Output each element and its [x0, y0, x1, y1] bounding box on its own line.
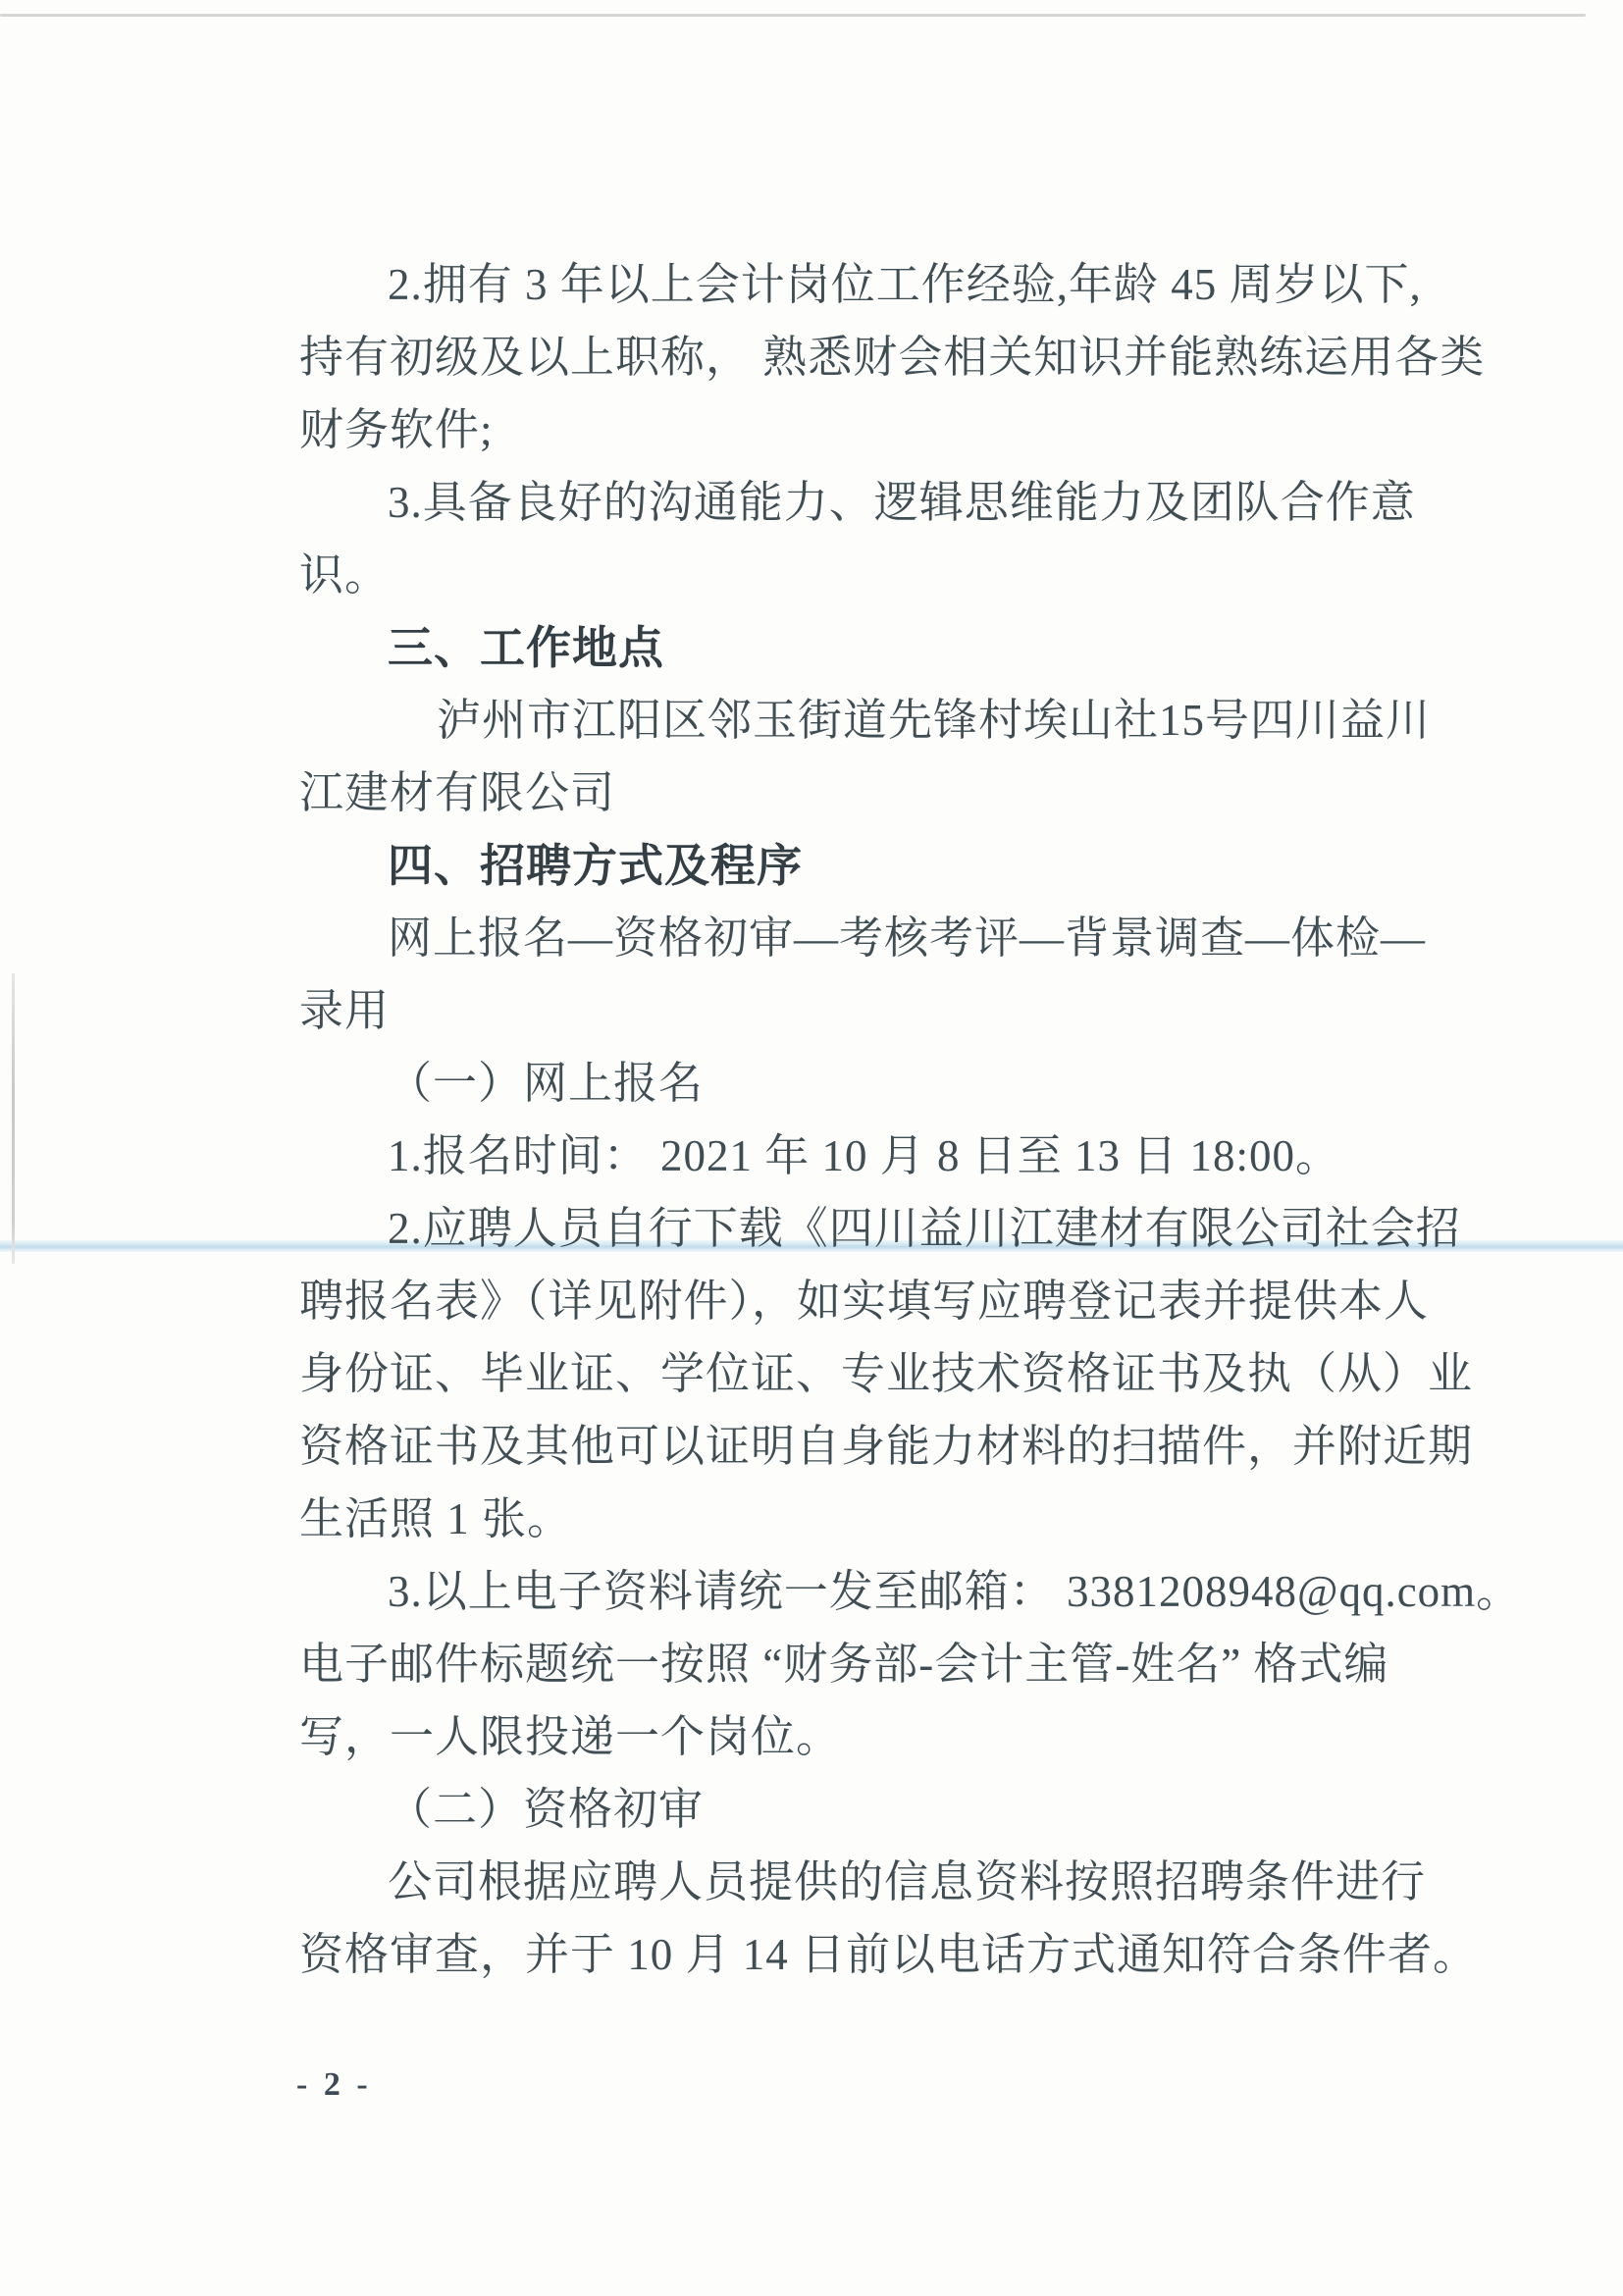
doc-line: 资格审查，并于 10 月 14 日前以电话方式通知符合条件者。: [299, 1930, 1479, 1979]
doc-line: 识。: [299, 550, 391, 600]
doc-line: 聘报名表》（详见附件），如实填写应聘登记表并提供本人: [299, 1277, 1430, 1326]
doc-line: 2.拥有 3 年以上会计岗位工作经验,年龄 45 周岁以下,: [388, 260, 1422, 309]
subsection-qualification-review: （二）资格初审: [388, 1785, 705, 1834]
page-number: - 2 -: [296, 2066, 372, 2103]
section-heading-work-location: 三、工作地点: [388, 622, 664, 673]
doc-line: 公司根据应聘人员提供的信息资料按照招聘条件进行: [388, 1857, 1427, 1906]
doc-line: 2.应聘人员自行下载《四川益川江建材有限公司社会招: [388, 1204, 1461, 1253]
section-heading-recruit-process: 四、招聘方式及程序: [388, 840, 803, 891]
doc-line: 网上报名—资格初审—考核考评—背景调查—体检—: [388, 913, 1427, 963]
doc-line: 1.报名时间： 2021 年 10 月 8 日至 13 日 18:00。: [388, 1131, 1341, 1180]
document-body: [299, 248, 1522, 1991]
doc-line: 生活照 1 张。: [299, 1494, 573, 1543]
doc-line: 3.具备良好的沟通能力、逻辑思维能力及团队合作意: [388, 478, 1416, 527]
scan-artifact-left-edge-line: [12, 973, 15, 1264]
scan-artifact-top-edge-line: [0, 14, 1586, 17]
doc-line-email: 3.以上电子资料请统一发至邮箱： 3381208948@qq.com。: [388, 1567, 1522, 1616]
doc-line: 持有初级及以上职称， 熟悉财会相关知识并能熟练运用各类: [299, 333, 1486, 382]
subsection-online-registration: （一）网上报名: [388, 1059, 705, 1108]
doc-line: 身份证、毕业证、学位证、专业技术资格证书及执（从）业: [299, 1349, 1474, 1398]
doc-line: 财务软件;: [299, 405, 494, 454]
doc-line: 江建材有限公司: [299, 768, 616, 817]
doc-line: 泸州市江阳区邻玉街道先锋村埃山社15号四川益川: [437, 696, 1432, 745]
doc-line: 录用: [299, 986, 391, 1035]
doc-line: 写，一人限投递一个岗位。: [299, 1712, 842, 1761]
doc-line: 资格证书及其他可以证明自身能力材料的扫描件，并附近期: [299, 1422, 1474, 1471]
doc-line: 电子邮件标题统一按照 “财务部-会计主管-姓名” 格式编: [299, 1640, 1389, 1689]
